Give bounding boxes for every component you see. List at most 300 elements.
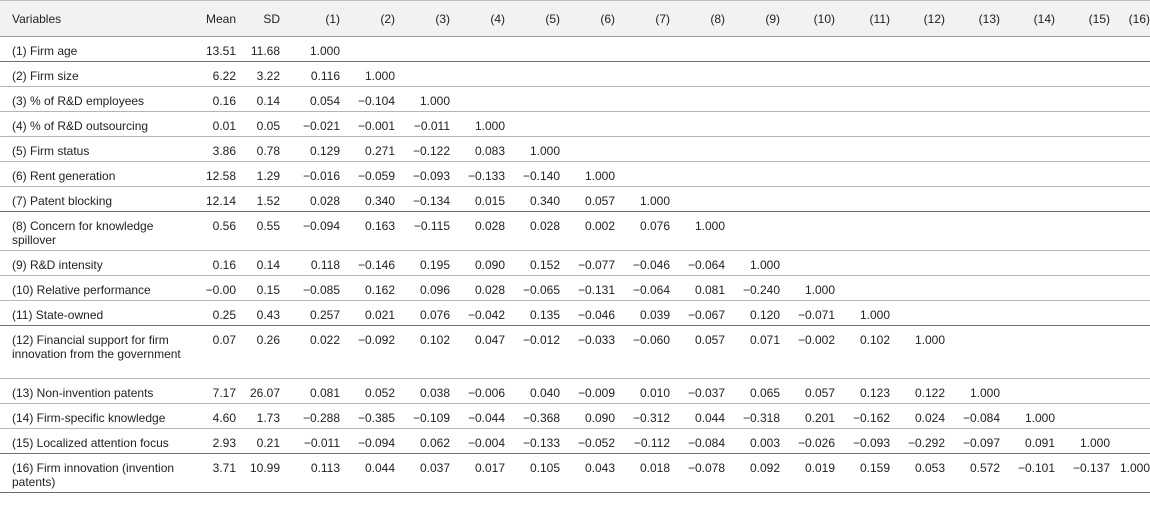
correlation-cell: −0.064 [687, 258, 725, 272]
correlation-cell: −0.085 [302, 283, 340, 297]
correlation-cell: −0.097 [962, 436, 1000, 450]
correlation-cell: 0.024 [914, 411, 945, 425]
empty-cell [890, 37, 945, 62]
empty-cell [725, 87, 780, 112]
empty-cell [890, 212, 945, 251]
empty-cell [1110, 429, 1150, 454]
header-cell-5: (5) [545, 11, 560, 26]
empty-cell [1110, 212, 1150, 251]
correlation-cell: 0.195 [419, 258, 450, 272]
correlation-cell: 0.065 [749, 386, 780, 400]
correlation-cell: 0.118 [310, 258, 340, 272]
correlation-cell: 0.054 [309, 94, 340, 108]
empty-cell [945, 276, 1000, 301]
sd-cell: 3.22 [256, 69, 280, 83]
correlation-cell: −0.093 [412, 169, 450, 183]
mean-cell: 3.86 [212, 144, 236, 158]
empty-cell [725, 137, 780, 162]
header-cell-6: (6) [600, 11, 615, 26]
mean-cell: 0.56 [212, 219, 236, 233]
mean-cell: 0.16 [212, 94, 236, 108]
empty-cell [835, 137, 890, 162]
header-cell-12: (12) [923, 11, 945, 26]
variable-label: (16) Firm innovation (invention patents) [12, 461, 175, 489]
correlation-cell: −0.318 [742, 411, 780, 425]
correlation-cell: −0.071 [797, 308, 835, 322]
sd-cell: 10.99 [249, 461, 280, 475]
header-cell-2: (2) [380, 11, 395, 26]
variable-label: (13) Non-invention patents [12, 386, 154, 400]
correlation-cell: −0.084 [962, 411, 1000, 425]
correlation-cell: 0.271 [364, 144, 395, 158]
empty-cell [340, 37, 395, 62]
empty-cell [1000, 212, 1055, 251]
empty-cell [670, 62, 725, 87]
empty-cell [835, 276, 890, 301]
correlation-cell: 0.044 [364, 461, 395, 475]
empty-cell [505, 37, 560, 62]
correlation-cell: −0.084 [687, 436, 725, 450]
correlation-cell: 0.047 [474, 333, 505, 347]
correlation-cell: 0.052 [364, 386, 395, 400]
correlation-cell: 0.102 [859, 333, 890, 347]
empty-cell [1110, 251, 1150, 276]
variable-label: (6) Rent generation [12, 169, 116, 183]
variable-label: (5) Firm status [12, 144, 90, 158]
correlation-cell: 1.000 [804, 283, 835, 297]
correlation-cell: −0.094 [357, 436, 395, 450]
correlation-cell: −0.001 [357, 119, 395, 133]
empty-cell [1110, 276, 1150, 301]
sd-cell: 1.73 [256, 411, 280, 425]
empty-cell [505, 62, 560, 87]
empty-cell [1110, 137, 1150, 162]
empty-cell [890, 162, 945, 187]
correlation-cell: 0.135 [529, 308, 560, 322]
empty-cell [945, 87, 1000, 112]
header-cell-15: (15) [1088, 11, 1110, 26]
correlation-cell: 1.000 [914, 333, 945, 347]
correlation-cell: 0.201 [804, 411, 835, 425]
empty-cell [1055, 37, 1110, 62]
correlation-cell: −0.385 [357, 411, 395, 425]
correlation-cell: 1.000 [749, 258, 780, 272]
table-row [0, 137, 1150, 162]
empty-cell [780, 87, 835, 112]
empty-cell [560, 62, 615, 87]
header-cell-sd: SD [263, 11, 280, 26]
empty-cell [450, 87, 505, 112]
table-row [0, 404, 1150, 429]
correlation-cell: −0.065 [522, 283, 560, 297]
table-row [0, 301, 1150, 326]
empty-cell [450, 62, 505, 87]
table-header [0, 1, 1150, 37]
empty-cell [945, 112, 1000, 137]
empty-cell [1110, 162, 1150, 187]
correlation-cell: 0.340 [529, 194, 560, 208]
correlation-cell: −0.101 [1017, 461, 1055, 475]
correlation-cell: 1.000 [309, 44, 340, 58]
correlation-cell: −0.137 [1072, 461, 1110, 475]
empty-cell [670, 87, 725, 112]
header-cell-mean: Mean [205, 11, 236, 26]
empty-cell [450, 37, 505, 62]
variable-label: (14) Firm-specific knowledge [12, 411, 166, 425]
empty-cell [1055, 326, 1110, 379]
correlation-cell: −0.046 [577, 308, 615, 322]
correlation-cell: 0.257 [309, 308, 340, 322]
empty-cell [670, 112, 725, 137]
empty-cell [835, 87, 890, 112]
empty-cell [1000, 301, 1055, 326]
empty-cell [1055, 251, 1110, 276]
empty-cell [1055, 212, 1110, 251]
correlation-cell: −0.288 [302, 411, 340, 425]
correlation-cell: 0.002 [584, 219, 615, 233]
correlation-cell: 0.076 [639, 219, 670, 233]
empty-cell [615, 112, 670, 137]
correlation-cell: −0.134 [412, 194, 450, 208]
correlation-cell: 0.116 [310, 69, 340, 83]
correlation-cell: 0.057 [694, 333, 725, 347]
sd-cell: 0.21 [256, 436, 280, 450]
empty-cell [780, 62, 835, 87]
correlation-cell: −0.052 [577, 436, 615, 450]
empty-cell [945, 212, 1000, 251]
empty-cell [945, 326, 1000, 379]
empty-cell [890, 187, 945, 212]
sd-cell: 0.14 [256, 258, 280, 272]
empty-cell [1055, 276, 1110, 301]
correlation-cell: 0.091 [1024, 436, 1055, 450]
table-body [0, 37, 1150, 493]
empty-cell [670, 187, 725, 212]
variable-label: (11) State-owned [12, 308, 104, 322]
empty-cell [780, 37, 835, 62]
empty-cell [670, 37, 725, 62]
header-cell-14: (14) [1033, 11, 1055, 26]
correlation-cell: 0.102 [419, 333, 450, 347]
header-cell-7: (7) [655, 11, 670, 26]
correlation-cell: 0.081 [309, 386, 340, 400]
correlation-cell: −0.104 [357, 94, 395, 108]
empty-cell [1000, 162, 1055, 187]
mean-cell: 12.58 [205, 169, 236, 183]
correlation-cell: 0.071 [749, 333, 780, 347]
empty-cell [1110, 379, 1150, 404]
empty-cell [1110, 37, 1150, 62]
sd-cell: 0.78 [256, 144, 280, 158]
variable-label: (7) Patent blocking [12, 194, 113, 208]
correlation-cell: 0.096 [419, 283, 450, 297]
correlation-cell: 1.000 [969, 386, 1000, 400]
empty-cell [1000, 112, 1055, 137]
correlation-cell: 1.000 [474, 119, 505, 133]
empty-cell [725, 162, 780, 187]
correlation-cell: 0.090 [584, 411, 615, 425]
correlation-cell: 0.163 [364, 219, 395, 233]
header-cell-13: (13) [978, 11, 1000, 26]
empty-cell [835, 62, 890, 87]
correlation-cell: 0.057 [584, 194, 615, 208]
correlation-cell: −0.059 [357, 169, 395, 183]
variable-label: (8) Concern for knowledge spillover [12, 219, 154, 247]
table-row [0, 87, 1150, 112]
correlation-cell: −0.094 [302, 219, 340, 233]
correlation-cell: −0.006 [467, 386, 505, 400]
correlation-cell: −0.064 [632, 283, 670, 297]
empty-cell [1055, 301, 1110, 326]
empty-cell [670, 162, 725, 187]
correlation-cell: −0.109 [412, 411, 450, 425]
correlation-cell: 0.028 [309, 194, 340, 208]
sd-cell: 11.68 [250, 44, 280, 58]
correlation-cell: 0.105 [529, 461, 560, 475]
empty-cell [560, 87, 615, 112]
correlation-cell: 0.028 [474, 283, 505, 297]
correlation-cell: −0.162 [852, 411, 890, 425]
empty-cell [835, 37, 890, 62]
mean-cell: 6.22 [212, 69, 236, 83]
variable-label: (1) Firm age [12, 44, 78, 58]
correlation-cell: −0.368 [522, 411, 560, 425]
empty-cell [780, 112, 835, 137]
empty-cell [1055, 87, 1110, 112]
empty-cell [1110, 112, 1150, 137]
table-row [0, 187, 1150, 212]
empty-cell [1055, 162, 1110, 187]
sd-cell: 1.29 [256, 169, 280, 183]
header-cell-4: (4) [490, 11, 505, 26]
correlation-cell: 0.038 [419, 386, 450, 400]
correlation-cell: −0.312 [632, 411, 670, 425]
correlation-cell: 0.044 [694, 411, 725, 425]
correlation-cell: 1.000 [364, 69, 395, 83]
empty-cell [1110, 326, 1150, 379]
correlation-cell: 1.000 [419, 94, 450, 108]
variable-label: (10) Relative performance [12, 283, 151, 297]
empty-cell [890, 251, 945, 276]
empty-cell [945, 37, 1000, 62]
empty-cell [1000, 251, 1055, 276]
header-cell-16: (16) [1128, 11, 1150, 26]
correlation-cell: 0.039 [639, 308, 670, 322]
mean-cell: 0.25 [212, 308, 236, 322]
correlation-cell: −0.133 [467, 169, 505, 183]
empty-cell [1055, 62, 1110, 87]
empty-cell [560, 112, 615, 137]
correlation-cell: 0.083 [474, 144, 505, 158]
correlation-cell: −0.122 [412, 144, 450, 158]
empty-cell [1000, 62, 1055, 87]
correlation-cell: −0.240 [742, 283, 780, 297]
empty-cell [395, 37, 450, 62]
empty-cell [890, 301, 945, 326]
empty-cell [505, 112, 560, 137]
empty-cell [890, 137, 945, 162]
sd-cell: 26.07 [249, 386, 280, 400]
correlation-cell: −0.115 [413, 219, 450, 233]
empty-cell [615, 62, 670, 87]
correlation-cell: −0.093 [852, 436, 890, 450]
correlation-cell: −0.002 [797, 333, 835, 347]
mean-cell: 0.01 [212, 119, 236, 133]
table-row [0, 276, 1150, 301]
table-row [0, 62, 1150, 87]
correlation-cell: −0.012 [522, 333, 560, 347]
correlation-cell: 0.090 [474, 258, 505, 272]
correlation-cell: −0.292 [907, 436, 945, 450]
empty-cell [780, 251, 835, 276]
header-row [0, 1, 1150, 37]
sd-cell: 1.52 [256, 194, 280, 208]
correlation-cell: 0.037 [419, 461, 450, 475]
header-cell-variables: Variables [12, 11, 62, 26]
correlation-cell: −0.033 [577, 333, 615, 347]
empty-cell [945, 187, 1000, 212]
empty-cell [505, 87, 560, 112]
empty-cell [780, 187, 835, 212]
empty-cell [945, 137, 1000, 162]
header-cell-3: (3) [435, 11, 450, 26]
empty-cell [1000, 137, 1055, 162]
empty-cell [835, 251, 890, 276]
empty-cell [615, 37, 670, 62]
empty-cell [835, 162, 890, 187]
correlation-cell: −0.146 [357, 258, 395, 272]
empty-cell [1055, 379, 1110, 404]
header-cell-8: (8) [710, 11, 725, 26]
empty-cell [725, 62, 780, 87]
correlation-cell: 0.010 [639, 386, 670, 400]
empty-cell [1000, 379, 1055, 404]
empty-cell [780, 162, 835, 187]
empty-cell [780, 137, 835, 162]
correlation-cell: 1.000 [639, 194, 670, 208]
empty-cell [1000, 37, 1055, 62]
empty-cell [1055, 137, 1110, 162]
sd-cell: 0.14 [256, 94, 280, 108]
correlation-cell: −0.112 [633, 436, 670, 450]
correlation-cell: −0.077 [577, 258, 615, 272]
variable-label: (15) Localized attention focus [12, 436, 169, 450]
correlation-cell: 1.000 [529, 144, 560, 158]
correlation-cell: −0.078 [687, 461, 725, 475]
mean-cell: 3.71 [212, 461, 236, 475]
correlation-cell: −0.131 [577, 283, 615, 297]
correlation-cell: −0.009 [577, 386, 615, 400]
correlation-cell: 0.076 [419, 308, 450, 322]
correlation-cell: 0.340 [364, 194, 395, 208]
mean-cell: 12.14 [205, 194, 236, 208]
correlation-cell: −0.011 [413, 119, 450, 133]
correlation-cell: 0.053 [914, 461, 945, 475]
empty-cell [890, 62, 945, 87]
empty-cell [835, 112, 890, 137]
empty-cell [1110, 62, 1150, 87]
mean-cell: 2.93 [212, 436, 236, 450]
empty-cell [1000, 326, 1055, 379]
empty-cell [725, 112, 780, 137]
correlation-cell: −0.026 [797, 436, 835, 450]
correlation-cell: 0.018 [639, 461, 670, 475]
correlation-cell: 1.000 [859, 308, 890, 322]
correlation-cell: −0.004 [467, 436, 505, 450]
table-row [0, 112, 1150, 137]
correlation-cell: 0.015 [474, 194, 505, 208]
correlation-cell: 0.019 [804, 461, 835, 475]
correlation-cell: 0.028 [474, 219, 505, 233]
header-cell-11: (11) [869, 11, 890, 26]
correlation-cell: −0.060 [632, 333, 670, 347]
correlation-cell: 0.022 [309, 333, 340, 347]
sd-cell: 0.43 [256, 308, 280, 322]
table-row [0, 326, 1150, 379]
empty-cell [890, 112, 945, 137]
correlation-cell: 0.123 [859, 386, 890, 400]
empty-cell [1055, 404, 1110, 429]
correlation-cell: 0.040 [529, 386, 560, 400]
empty-cell [615, 87, 670, 112]
correlation-cell: −0.092 [357, 333, 395, 347]
table-row [0, 429, 1150, 454]
empty-cell [1055, 112, 1110, 137]
correlation-cell: 1.000 [694, 219, 725, 233]
sd-cell: 0.26 [256, 333, 280, 347]
correlation-cell: −0.133 [522, 436, 560, 450]
variable-label: (3) % of R&D employees [12, 94, 145, 108]
correlation-cell: 0.572 [969, 461, 1000, 475]
correlation-cell: 0.057 [804, 386, 835, 400]
empty-cell [1000, 187, 1055, 212]
mean-cell: 13.51 [205, 44, 236, 58]
empty-cell [1110, 187, 1150, 212]
correlation-cell: 0.120 [749, 308, 780, 322]
mean-cell: 7.17 [212, 386, 236, 400]
empty-cell [945, 301, 1000, 326]
empty-cell [1110, 404, 1150, 429]
correlation-cell: 0.159 [859, 461, 890, 475]
empty-cell [780, 212, 835, 251]
empty-cell [1055, 187, 1110, 212]
variable-label: (2) Firm size [12, 69, 79, 83]
correlation-cell: 1.000 [584, 169, 615, 183]
table-row [0, 251, 1150, 276]
empty-cell [1000, 276, 1055, 301]
correlation-cell: 0.017 [474, 461, 505, 475]
correlation-cell: 0.129 [309, 144, 340, 158]
empty-cell [890, 87, 945, 112]
correlation-cell: 0.122 [914, 386, 945, 400]
correlation-cell: 0.092 [749, 461, 780, 475]
sd-cell: 0.15 [256, 283, 280, 297]
empty-cell [560, 137, 615, 162]
table-row [0, 379, 1150, 404]
variable-label: (9) R&D intensity [12, 258, 103, 272]
correlation-cell: −0.046 [632, 258, 670, 272]
empty-cell [615, 162, 670, 187]
correlation-cell: 0.081 [694, 283, 725, 297]
mean-cell: 0.07 [212, 333, 236, 347]
header-cell-9: (9) [765, 11, 780, 26]
correlation-cell: −0.140 [522, 169, 560, 183]
empty-cell [670, 137, 725, 162]
mean-cell: 4.60 [212, 411, 236, 425]
mean-cell: −0.00 [205, 283, 236, 297]
empty-cell [945, 62, 1000, 87]
empty-cell [725, 212, 780, 251]
